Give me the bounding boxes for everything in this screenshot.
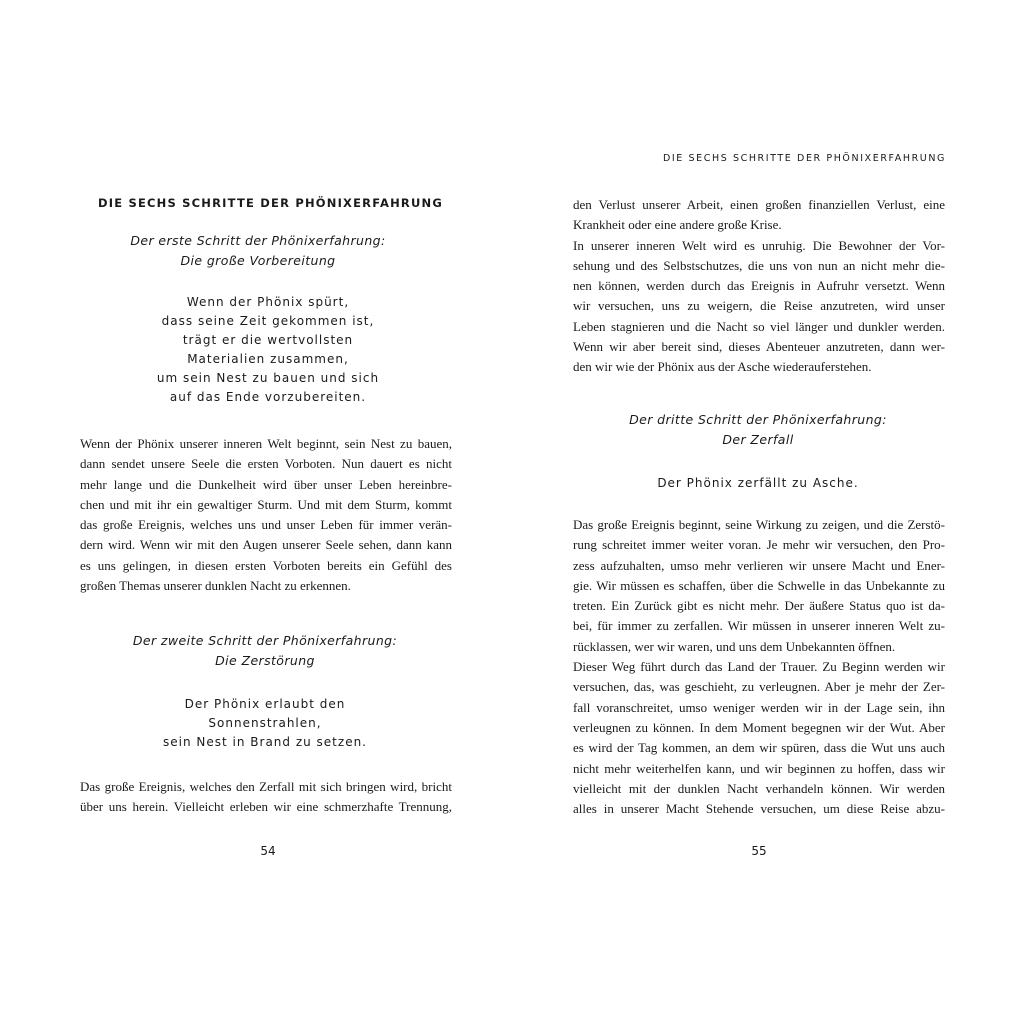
verse-line: Materialien zusammen, [187,352,349,366]
text-line: rung schreitet immer weiter voran. Je mehr wir versuchen, den Pro- [573,537,945,553]
text-line: das große Ereignis, welches uns und unser Leben für immer verän- [80,517,452,533]
step3-title [593,410,923,450]
step1-title-line: Die große Vorbereitung [180,253,336,268]
text-line: sehung und des Selbstschutzes, die uns von nun an nicht mehr die- [573,257,945,273]
step3-verse [593,474,923,493]
text-line: Das große Ereignis beginnt, seine Wirkung zu zeigen, und die Zerstö- [573,517,945,532]
verse-line: Der Phönix erlaubt den [184,697,346,711]
text-line: chen und mit ihr ein gewaltiger Sturm. Und mit dem Sturm, kommt [80,496,452,512]
text-line: rücklassen, wer wir waren, und uns dem Unbekannten öffnen. [573,638,896,654]
step1-title-line: Der erste Schritt der Phönixerfahrung: [130,233,386,248]
text-line: fall voranschreitet, umso weniger werden wir in der Lage sein, ihn [573,699,945,715]
text-line: Dieser Weg führt durch das Land der Trauer. Zu Beginn werden wir [573,659,945,675]
text-line: über uns herein. Vielleicht erleben wir eine schmerzhafte Trennung, [80,799,452,815]
text-line: Leben stagnieren und die Nacht so viel länger und dunkler werden. [573,318,945,334]
text-line: versuchen, das, was geschieht, zu verleugnen. Aber je mehr der Zer- [573,679,945,695]
body-paragraph [80,777,452,818]
page-number: 55 [751,844,767,858]
text-line: verleugnen zu können. In dem Moment begegnen wir der Wut. Aber [573,719,945,735]
verse-line: auf das Ende vorzubereiten. [169,390,367,404]
verse-line: sein Nest in Brand zu setzen. [163,735,367,749]
text-line: alles in unserer Macht Stehende versuchen, um diese Reise abzu- [573,801,945,817]
text-line: mehr lange und die Dunkelheit wird über unser Leben hereinbre- [80,476,452,492]
running-head: DIE SECHS SCHRITTE DER PHÖNIXERFAHRUNG [662,153,946,164]
step2-title-line: Der zweite Schritt der Phönixerfahrung: [132,633,398,648]
text-line: dann sendet unsere Seele die ersten Vorboten. Nun dauert es nicht [80,456,452,472]
text-line: treten. Ein Zurück gibt es nicht mehr. Der äußere Status quo ist da- [573,598,945,614]
text-line: In unserer inneren Welt wird es unruhig. Die Bewohner der Vor- [573,237,945,253]
body-paragraph [573,515,945,819]
text-line: den wir wie der Phönix aus der Asche wiederauferstehen. [573,359,872,375]
text-line: es uns gelingen, in diesen ersten Vorboten bereits ein Gefühl des [80,557,452,573]
text-line: den Verlust unserer Arbeit, einen großen finanziellen Verlust, eine [573,197,945,212]
step2-title-line: Die Zerstörung [215,653,315,668]
verse-line: Sonnenstrahlen, [208,716,322,730]
step3-title-line: Der Zerfall [722,432,794,447]
text-line: zess aufzuhalten, umso mehr verlieren wir unsere Macht und Ener- [573,557,945,573]
verse-line: um sein Nest zu bauen und sich [156,371,380,385]
text-line: dern wird. Wenn wir mit den Augen unserer Seele sehen, dann kann [80,537,452,553]
text-line: großen Themas unserer dunklen Nacht zu erkennen. [80,578,351,594]
verse-line: dass seine Zeit gekommen ist, [161,314,375,328]
chapter-heading: DIE SECHS SCHRITTE DER PHÖNIXERFAHRUNG [98,196,443,210]
text-line: Das große Ereignis, welches den Zerfall mit sich bringen wird, bricht [80,779,452,794]
step1-title [93,231,423,271]
verse-line: Der Phönix zerfällt zu Asche. [657,476,859,490]
text-line: Wenn der Phönix unserer inneren Welt beginnt, sein Nest zu bauen, [80,436,452,451]
text-line: wir versuchen, uns zu weigern, die Reise anzutreten, wird unser [573,298,945,314]
text-line: nen können, werden durch das Ereignis in Aufruhr versetzt. Wenn [573,278,945,294]
text-line: vielleicht mit der dunklen Nacht verhandeln können. Wir werden [573,780,945,796]
text-line: gie. Wir müssen es schaffen, über die Schwelle in das Unbekannte zu [573,577,945,593]
text-line: bei, für immer zu zerfallen. Wir müssen in unserer inneren Welt zu- [573,618,945,634]
body-paragraph [573,195,945,378]
body-paragraph [80,434,452,596]
right-page [512,0,1024,1024]
step1-verse [103,293,433,407]
text-line: es wird der Tag kommen, an dem wir spüren, dass die Wut uns auch [573,740,945,756]
page-number: 54 [260,844,276,858]
step3-title-line: Der dritte Schritt der Phönixerfahrung: [629,412,887,427]
step2-verse [100,695,430,752]
step2-title [100,631,430,671]
text-line: Krankheit oder eine andere große Krise. [573,217,782,233]
text-line: nicht mehr weiterhelfen kann, und wir beginnen zu hoffen, dass wir [573,760,945,776]
text-line: Wenn wir aber bereit sind, dieses Abenteuer anzutreten, dann wer- [573,339,945,355]
verse-line: Wenn der Phönix spürt, [186,295,350,309]
verse-line: trägt er die wertvollsten [182,333,354,347]
